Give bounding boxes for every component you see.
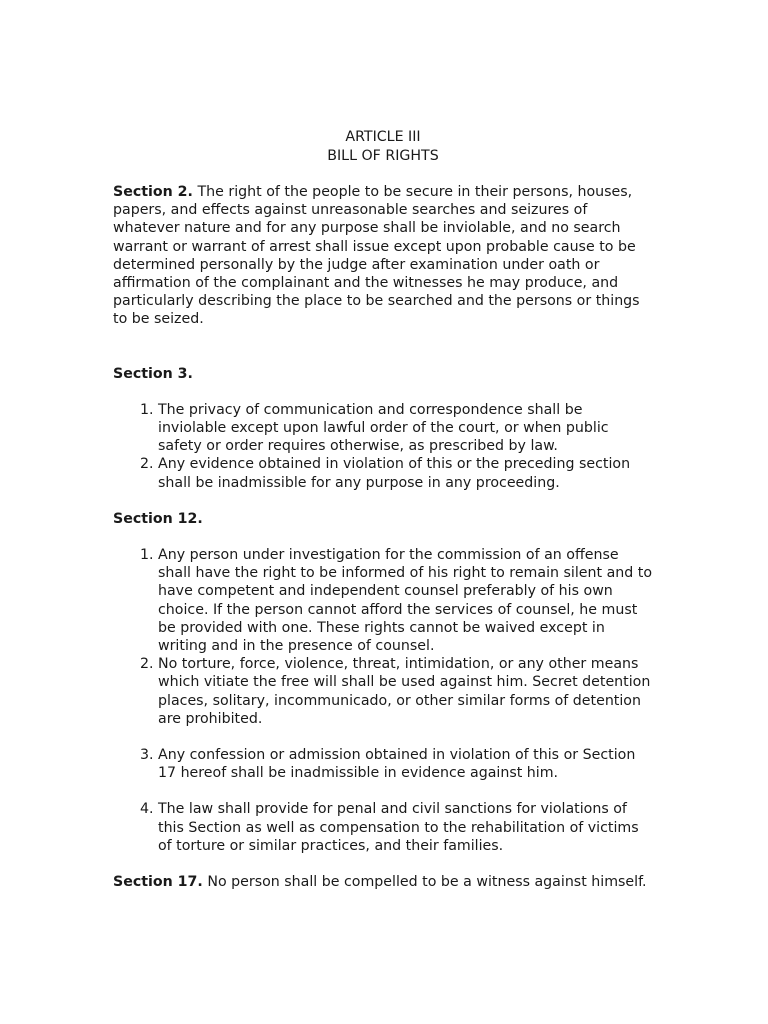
- article-heading: ARTICLE III: [345, 129, 421, 145]
- section-12-list: [113, 546, 653, 855]
- document-page: [113, 128, 653, 891]
- section-12-label: Section 12.: [113, 510, 203, 527]
- section-12-item-3: 3. Any confession or admission obtained in violation of this or Section 17 hereof shall be inadmissible in evidence against him.: [158, 746, 653, 782]
- section-12: [113, 510, 653, 528]
- section-3-item-2: 2. Any evidence obtained in violation of this or the preceding section shall be inadmissible for any purpose in any proceeding.: [158, 455, 653, 491]
- section-2-label: Section 2.: [113, 184, 193, 200]
- section-12-item-1: 1. Any person under investigation for the commission of an offense shall have the right to be informed of his right to remain silent and to have competent and independent counsel preferably of his own choice. If the person cannot afford the services of counsel, he must be provided with one. These rights cannot be waived except in writing and in the presence of counsel.: [158, 546, 653, 655]
- section-3-list: [113, 401, 653, 492]
- section-3-item-1: 1. The privacy of communication and correspondence shall be inviolable except upon lawful order of the court, or when public safety or order requires otherwise, as prescribed by law.: [158, 401, 653, 456]
- section-3: [113, 365, 653, 383]
- article-subheading: BILL OF RIGHTS: [327, 147, 439, 164]
- section-12-item-2: 2. No torture, force, violence, threat, intimidation, or any other means which vitiate the free will shall be used against him. Secret detention places, solitary, incommunicado, or other similar forms of detention are prohibited.: [158, 655, 653, 728]
- section-2-text: The right of the people to be secure in their persons, houses, papers, and effects against unreasonable searches and seizures of whatever nature and for any purpose shall be inviolable, and no search warrant or warrant of arrest shall issue except upon probable cause to be determined personally by the judge after examination under oath or affirmation of the complainant and the witnesses he may produce, and particularly describing the place to be searched and the persons or things to be seized.: [113, 184, 640, 328]
- section-17: [113, 873, 653, 891]
- section-2: [113, 183, 653, 329]
- document-title: [113, 128, 653, 165]
- section-12-item-4: 4. The law shall provide for penal and civil sanctions for violations of this Section as well as compensation to the rehabilitation of victims of torture or similar practices, and their families.: [158, 800, 653, 855]
- section-3-label: Section 3.: [113, 365, 193, 382]
- section-17-text: No person shall be compelled to be a witness against himself.: [202, 874, 647, 891]
- section-17-label: Section 17.: [113, 874, 203, 891]
